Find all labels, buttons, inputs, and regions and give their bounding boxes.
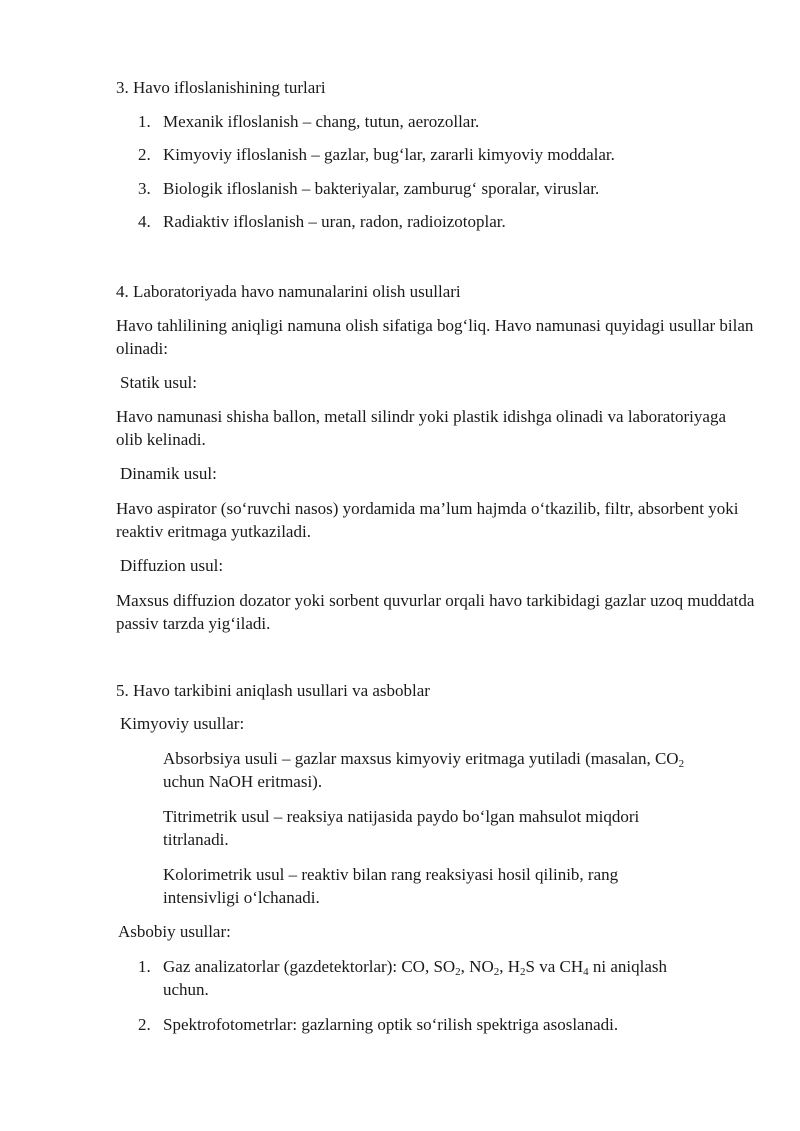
list-item-number: 4. <box>138 212 151 231</box>
absorption-line-2: uchun NaOH eritmasi). <box>163 772 323 791</box>
dynamic-method-text: Havo aspirator (so‘ruvchi nasos) yordamida ma’lum hajmda o‘tkazilib, filtr, absorbent yoki reaktiv eritmaga yutkaziladi. <box>116 499 739 541</box>
list-item-text: Biologik ifloslanish – bakteriyalar, zamburug‘ sporalar, viruslar. <box>163 179 600 198</box>
static-method-text: Havo namunasi shisha ballon, metall silindr yoki plastik idishga olinadi va laboratoriyaga olib kelinadi. <box>116 407 726 449</box>
absorption-line-1 <box>163 747 684 770</box>
instrumental-methods-title: Asbobiy usullar: <box>118 922 231 941</box>
text-part: ni aniqlash <box>588 957 668 976</box>
subscript: 2 <box>493 966 500 978</box>
subscript: 2 <box>678 758 685 770</box>
colorimetric-line-1: Kolorimetrik usul – reaktiv bilan rang reaksiyasi hosil qilinib, rang <box>163 865 619 884</box>
colorimetric-line-2: intensivligi o‘lchanadi. <box>163 888 320 907</box>
text-part: , H <box>499 957 521 976</box>
gas-analyzer-line-2: uchun. <box>163 980 209 999</box>
list-item-text: Kimyoviy ifloslanish – gazlar, bug‘lar, zararli kimyoviy moddalar. <box>163 145 615 164</box>
list-item-text: Radiaktiv ifloslanish – uran, radon, radioizotoplar. <box>163 212 506 231</box>
text-part: , NO <box>460 957 494 976</box>
dynamic-method-title: Dinamik usul: <box>120 464 217 483</box>
list-item-number: 3. <box>138 179 151 198</box>
list-item-number: 1. <box>138 112 151 131</box>
absorption-text: Absorbsiya usuli – gazlar maxsus kimyoviy eritmaga yutiladi (masalan, CO <box>163 749 679 768</box>
list-item-text: Mexanik ifloslanish – chang, tutun, aerozollar. <box>163 112 480 131</box>
titrimetric-line-1: Titrimetrik usul – reaksiya natijasida paydo bo‘lgan mahsulot miqdori <box>163 807 640 826</box>
subscript: 2 <box>455 966 461 978</box>
spectrophotometer-text: Spektrofotometrlar: gazlarning optik so‘rilish spektriga asoslanadi. <box>163 1015 619 1034</box>
subscript: 2 <box>520 966 526 978</box>
static-method-title: Statik usul: <box>120 373 197 392</box>
list-item-number: 1. <box>138 957 151 976</box>
text-part: Gaz analizatorlar (gazdetektorlar): CO, SO <box>163 957 456 976</box>
gas-analyzer-line-1 <box>163 955 667 978</box>
titrimetric-line-2: titrlanadi. <box>163 830 229 849</box>
section-4-intro: Havo tahlilining aniqligi namuna olish sifatiga bog‘liq. Havo namunasi quyidagi usullar bilan olinadi: <box>116 316 754 358</box>
chemical-methods-title: Kimyoviy usullar: <box>120 714 245 733</box>
section-4-heading: 4. Laboratoriyada havo namunalarini olish usullari <box>116 282 461 301</box>
section-3-heading: 3. Havo ifloslanishining turlari <box>116 78 326 97</box>
list-item-number: 2. <box>138 145 151 164</box>
section-5-heading: 5. Havo tarkibini aniqlash usullari va asboblar <box>116 681 430 700</box>
subscript: 4 <box>583 966 589 978</box>
diffusion-method-title: Diffuzion usul: <box>120 556 224 575</box>
diffusion-method-text: Maxsus diffuzion dozator yoki sorbent quvurlar orqali havo tarkibidagi gazlar uzoq muddatda passiv tarzda yig‘iladi. <box>116 591 755 633</box>
list-item-number: 2. <box>138 1015 151 1034</box>
text-part: S va CH <box>525 957 584 976</box>
